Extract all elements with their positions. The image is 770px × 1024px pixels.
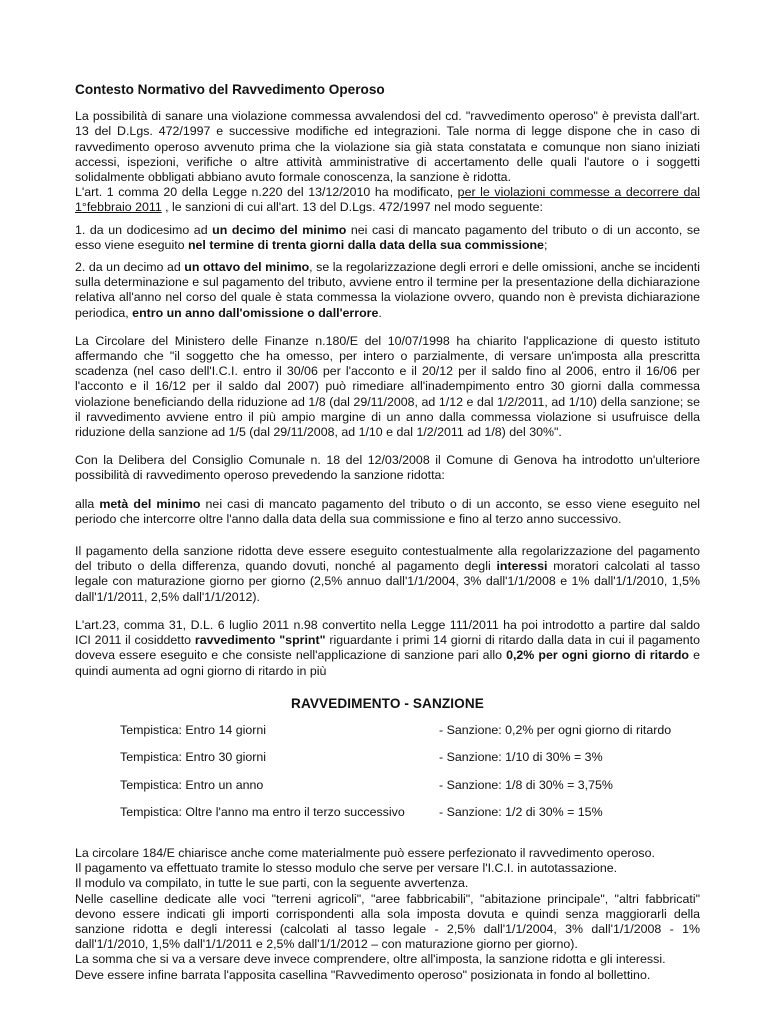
payment-text-b: moratori calcolati al tasso legale con maturazione giorno per giorno (2,5% annuo dall'1/1/2004, 3% dall'1/1/2008 e 1% dall'1/1/2010, 1,5% dall'1/1/2011, 2,5% dall'1/1/2012). [75,559,700,604]
sanction-cell: - Sanzione: 0,2% per ogni giorno di ritardo [439,722,672,737]
half-bold: metà del minimo [99,496,201,511]
item1-text-a: 1. da un dodicesimo ad [75,222,213,237]
law-text-b: , le sanzioni di cui all'art. 13 del D.Lgs. 472/1997 nel modo seguente: [161,200,543,215]
closing-line: Nelle caselline dedicate alle voci "terreni agricoli", "aree fabbricabili", "abitazione principale", "altri fabbricati" devono essere indicati gli importi corrispondenti alla sola imposta dovuta e quindi senza maggiorarli della sanzione ridotta e degli interessi (calcolati al tasso legale - 2,5% dall'1/1/2004, 3% dall'1/1/2008 - 1% dall'1/1/2010, 1,5% dall'1/1/2011 e 2,5% dall'1/1/2012 – con maturazione giorno per giorno). [75,891,700,952]
item2-bold-a: un ottavo del minimo [184,260,310,275]
sanction-cell: - Sanzione: 1/10 di 30% = 3% [439,750,603,765]
sanction-table [75,723,700,833]
sanction-cell: - Sanzione: 1/2 di 30% = 15% [439,805,603,820]
half-text-b: nei casi di mancato pagamento del tributo o di un acconto, se esso viene eseguito nel periodo che intercorre oltre l'anno dalla data della sua commissione e fino al terzo anno successivo. [75,496,700,526]
law-underlined-text: per le violazioni commesse a decorrere dal 1°febbraio 2011 [75,185,700,215]
document-title: Contesto Normativo del Ravvedimento Operoso [75,82,385,97]
item1-text-b: nei casi di mancato pagamento del tributo o di un acconto, se esso viene eseguito [75,222,700,252]
timing-cell: Tempistica: Entro 30 giorni [120,750,267,765]
closing-line: La circolare 184/E chiarisce anche come materialmente può essere perfezionato il ravvedimento operoso. [75,845,655,860]
table-row [75,778,700,806]
delibera-paragraph [75,453,700,483]
payment-paragraph [75,544,700,605]
delibera-text: Con la Delibera del Consiglio Comunale n. 18 del 12/03/2008 il Comune di Genova ha introdotto un'ulteriore possibilità di ravvedimento operoso prevedendo la sanzione ridotta: [75,453,700,483]
law-text-a: L'art. 1 comma 20 della Legge n.220 del 13/12/2010 ha modificato, [75,185,458,200]
sprint-bold-a: ravvedimento "sprint" [194,633,326,648]
payment-bold: interessi [496,559,548,574]
section-title: RAVVEDIMENTO - SANZIONE [291,695,484,711]
intro-text: La possibilità di sanare una violazione commessa avvalendosi del cd. "ravvedimento operoso" è prevista dall'art. 13 del D.Lgs. 472/1997 e successive modifiche ed integrazioni. Tale norma di legge dispone che in caso di ravvedimento operoso avvenuto prima che la violazione sia già stata constatata e comunque non siano iniziati accessi, ispezioni, verifiche o altre attività amministrative di accertamento delle quali l'autore o i soggetti solidalmente obbligati abbiano avuto formale conoscenza, la sanzione è ridotta. [75,109,700,185]
closing-line: Il modulo va compilato, in tutte le sue parti, con la seguente avvertenza. [75,876,469,891]
sprint-bold-b: 0,2% per ogni giorno di ritardo [506,648,689,663]
item2-text-b: , se la regolarizzazione degli errori e delle omissioni, anche se incidenti sulla determinazione e sul pagamento del tributo, avviene entro il termine per la presentazione della dichiarazione relativa all'anno nel corso del quale è stata commessa la violazione ovvero, quando non è prevista dichiarazione periodica, [75,260,700,320]
circolare-text: La Circolare del Ministero delle Finanze n.180/E del 10/07/1998 ha chiarito l'applicazione di questo istituto affermando che "il soggetto che ha omesso, per intero o parzialmente, di versare un'imposta alla prescritta scadenza (nel caso dell'I.C.I. entro il 30/06 per l'acconto e il 20/12 per il saldo fino al 2006, entro il 16/06 per l'acconto e il 16/12 per il saldo dal 2007) può rimediare all'inadempimento entro 30 giorni dalla commessa violazione beneficiando della riduzione ad 1/8 (dal 29/11/2008, ad 1/12 e dal 1/2/2011, ad 1/10) della sanzione; se il ravvedimento avviene entro il più ampio margine di un anno dalla commessa violazione si usufruisce della riduzione della sanzione ad 1/5 (dal 29/11/2008, ad 1/10 e dal 1/2/2011 ad 1/8) del 30%". [75,333,700,440]
circolare-paragraph [75,334,700,440]
item1-bold-b: nel termine di trenta giorni dalla data della sua commissione [187,237,544,252]
item2-text-a: 2. da un decimo ad [75,260,185,275]
timing-cell: Tempistica: Entro un anno [120,777,264,792]
item2-text-c: . [378,305,382,320]
half-minimum-paragraph [75,497,700,527]
reduction-item-1 [75,223,700,253]
payment-text-a: Il pagamento della sanzione ridotta deve essere eseguito contestualmente alla regolarizzazione del pagamento del tributo o della differenza, quando dovuti, nonché al pagamento degli [75,544,700,574]
table-row [75,723,700,751]
sprint-text-c: e quindi aumenta ad ogni giorno di ritardo in più [75,648,700,678]
closing-line: La somma che si va a versare deve invece comprendere, oltre all'imposta, la sanzione ridotta e gli interessi. [75,952,666,967]
sprint-paragraph [75,618,700,679]
sprint-text-b: riguardante i primi 14 giorni di ritardo dalla data in cui il pagamento doveva essere eseguito e che consiste nell'applicazione di sanzione pari allo [75,633,700,663]
table-row [75,805,700,833]
closing-line: Il pagamento va effettuato tramite lo stesso modulo che serve per versare l'I.C.I. in autotassazione. [75,861,618,876]
timing-cell: Tempistica: Oltre l'anno ma entro il terzo successivo [120,805,405,820]
timing-cell: Tempistica: Entro 14 giorni [120,722,267,737]
document-page [75,82,700,983]
sanction-cell: - Sanzione: 1/8 di 30% = 3,75% [439,777,613,792]
intro-paragraph [75,109,700,185]
item2-bold-b: entro un anno dall'omissione o dall'errore [132,305,379,320]
table-row [75,750,700,778]
closing-block [75,846,700,983]
closing-line: Deve essere infine barrata l'apposita casellina "Ravvedimento operoso" posizionata in fondo al bollettino. [75,967,651,982]
half-text-a: alla [75,496,100,511]
law-modification-paragraph [75,185,700,215]
reduction-item-2 [75,260,700,321]
sprint-text-a: L'art.23, comma 31, D.L. 6 luglio 2011 n.98 convertito nella Legge 111/2011 ha poi introdotto a partire dal saldo ICI 2011 il cosiddetto [75,617,700,648]
item1-text-c: ; [543,237,548,252]
item1-bold-a: un decimo del minimo [212,222,347,237]
